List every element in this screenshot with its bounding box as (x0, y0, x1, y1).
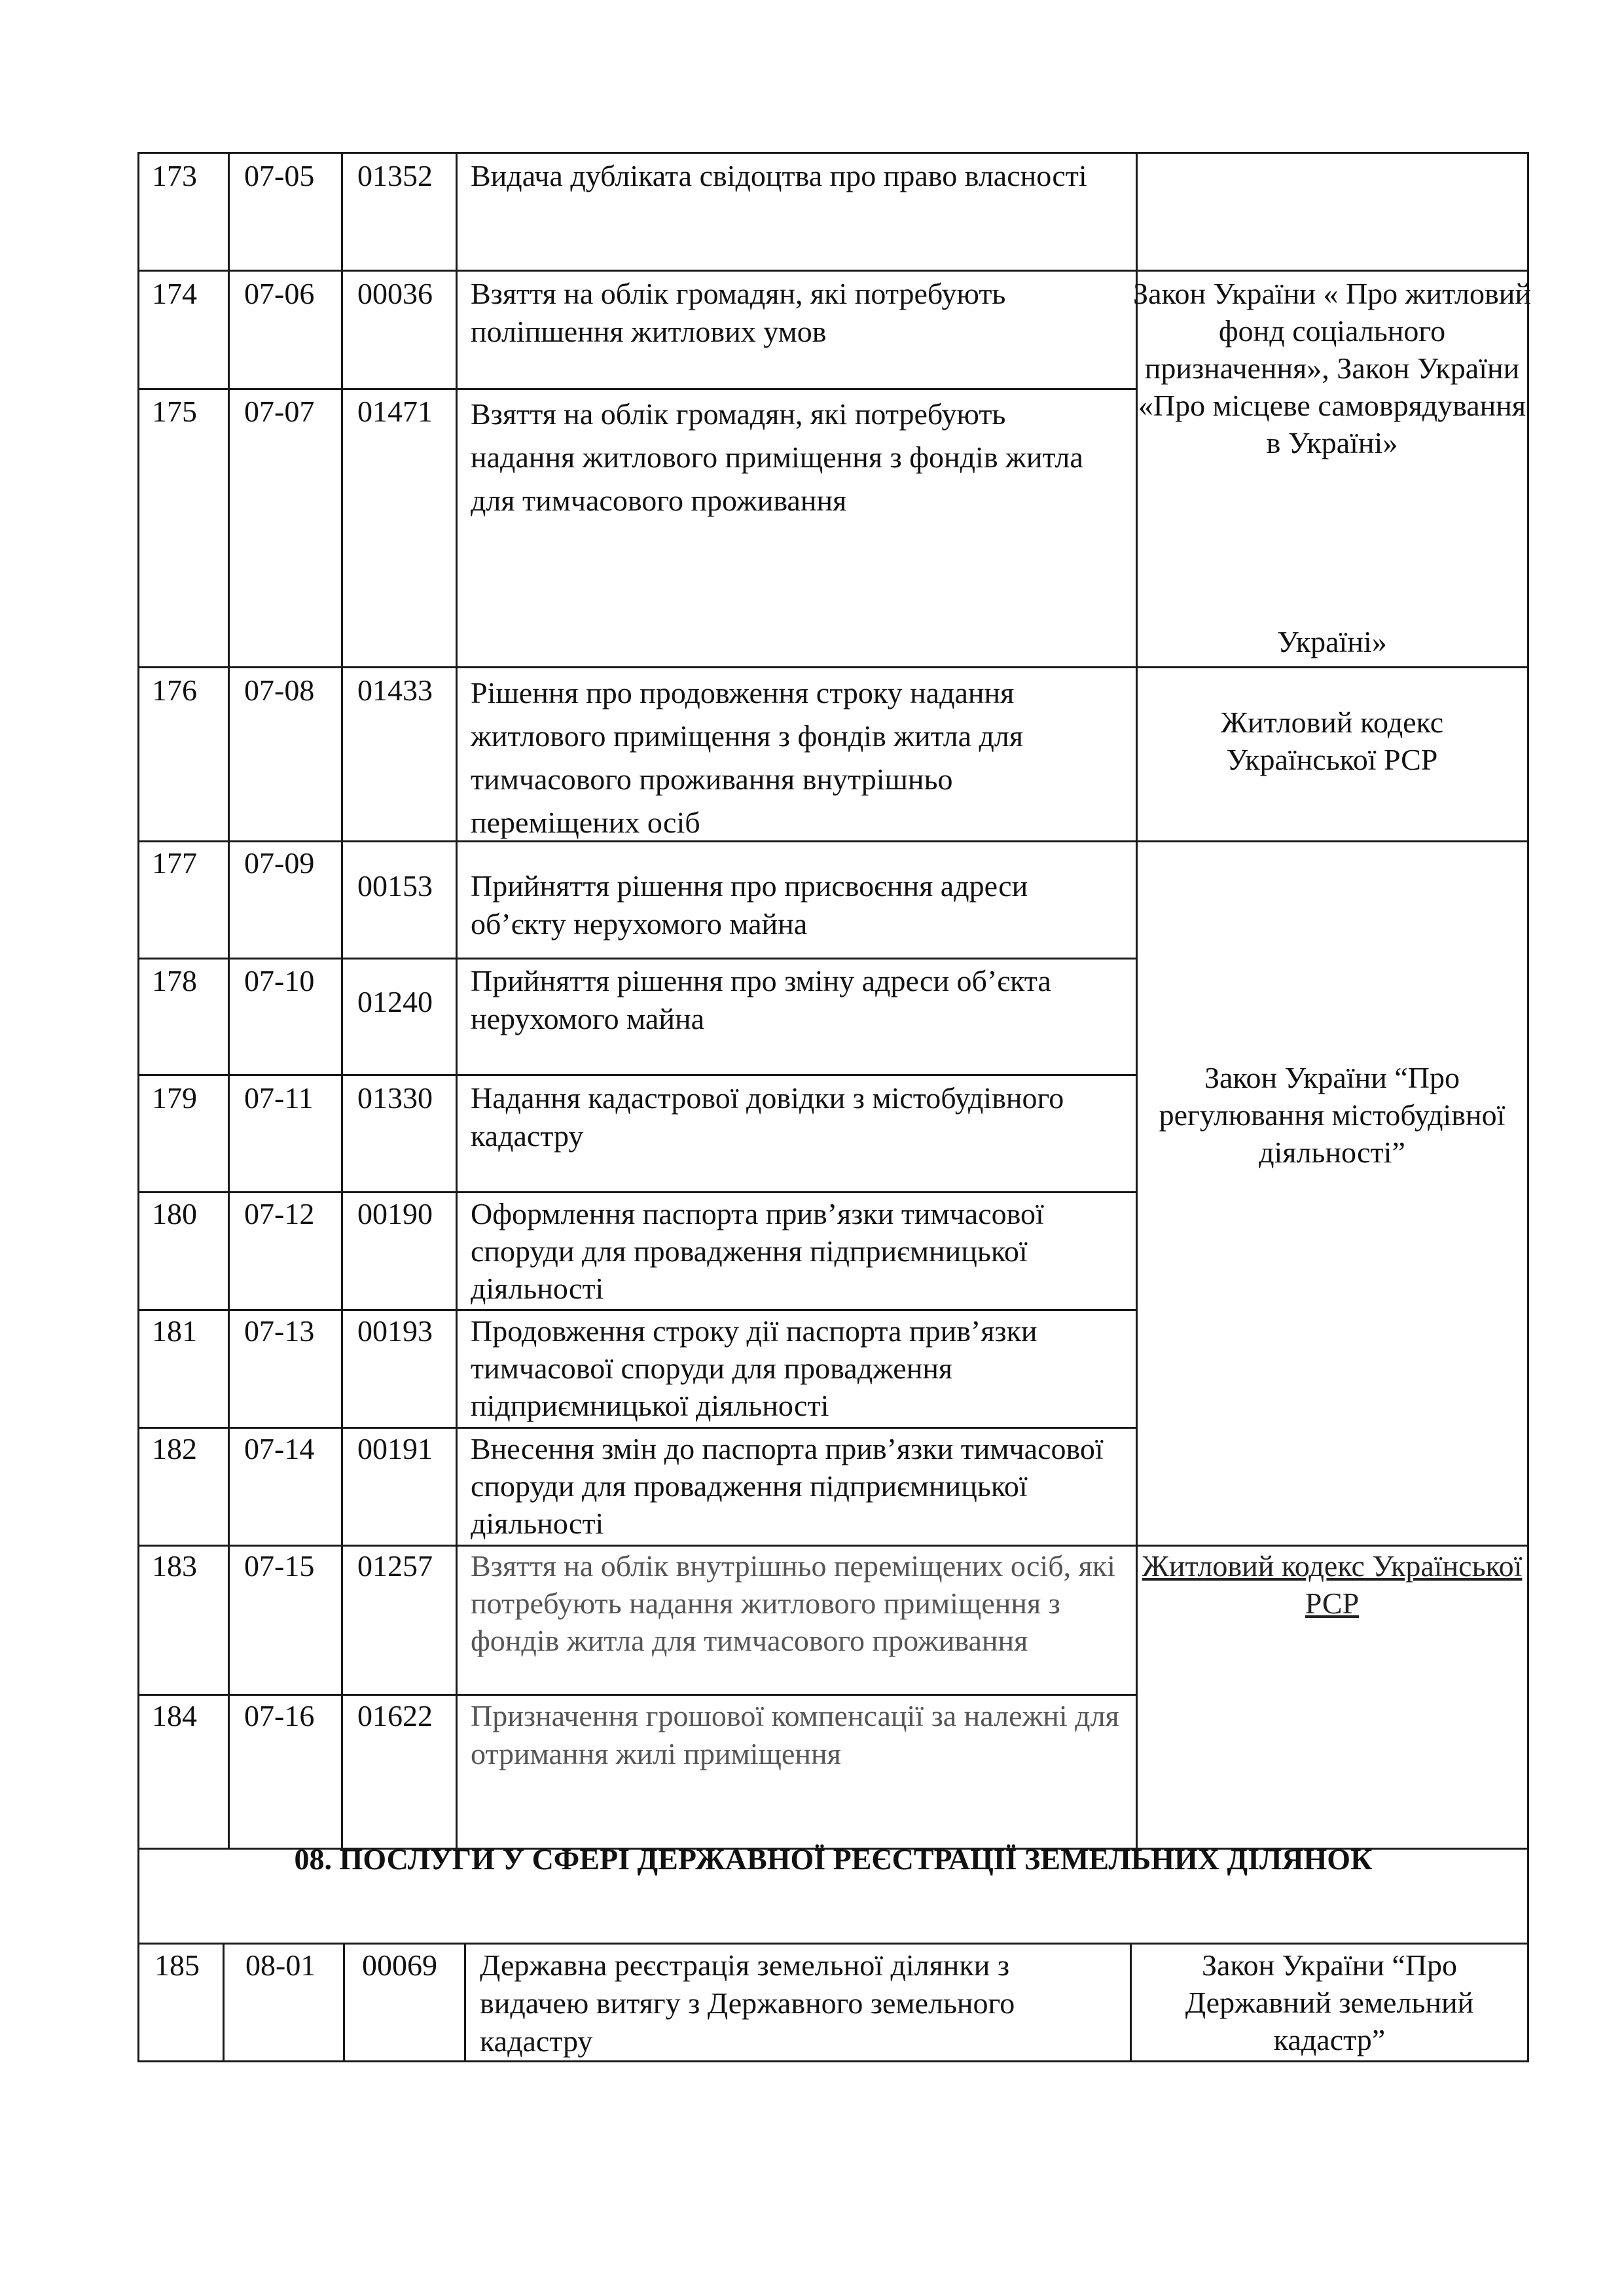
service-description: Державна реєстрація земельної ділянки з видачею витягу з Державного земельного кадастру (480, 1948, 1015, 2058)
service-code: 07-06 (244, 277, 315, 310)
service-description: Взяття на облік громадян, які потребують поліпшення житлових умов (471, 277, 1006, 348)
column-divider (137, 1943, 139, 2062)
service-id: 01240 (357, 985, 433, 1018)
service-description: Надання кадастрової довідки з містобудівного кадастру (471, 1081, 1064, 1153)
legal-basis: Закон України “Про регулювання містобудівної діяльності” (1159, 1061, 1506, 1169)
section-heading: 08. ПОСЛУГИ У СФЕРІ ДЕРЖАВНОЇ РЕЄСТРАЦІЇ ЗЕМЕЛЬНИХ ДІЛЯНОК (294, 1842, 1373, 1876)
service-description: Прийняття рішення про присвоєння адреси об’єкту нерухомого майна (471, 869, 1028, 941)
row-divider (137, 270, 1529, 272)
column-divider (228, 152, 230, 1850)
row-number: 179 (152, 1081, 197, 1115)
row-divider (137, 1074, 1136, 1076)
service-code: 07-09 (244, 846, 315, 880)
row-number: 177 (152, 846, 197, 880)
row-number: 175 (152, 395, 197, 428)
service-id: 01471 (357, 395, 433, 428)
row-divider (137, 1191, 1136, 1193)
service-id: 01330 (357, 1081, 433, 1115)
service-code: 07-05 (244, 159, 315, 192)
row-divider (137, 1427, 1136, 1429)
row-divider (137, 958, 1136, 960)
service-description: Взяття на облік внутрішньо переміщених осіб, які потребують надання житлового приміщення з фондів житла для тимчасового проживання (471, 1549, 1115, 1657)
column-divider (341, 152, 343, 1850)
row-divider (137, 388, 1136, 390)
service-id: 00069 (362, 1948, 437, 1982)
row-divider (137, 1694, 1136, 1696)
service-id: 00193 (357, 1314, 433, 1348)
row-divider (137, 1545, 1529, 1547)
service-code: 07-13 (244, 1314, 315, 1348)
row-divider (137, 666, 1529, 668)
service-code: 07-08 (244, 673, 315, 707)
row-number: 184 (152, 1699, 197, 1732)
service-id: 00153 (357, 869, 433, 903)
service-id: 01352 (357, 159, 433, 192)
column-divider (343, 1943, 345, 2062)
service-description: Призначення грошової компенсації за належні для отримання жилі приміщення (471, 1699, 1119, 1770)
service-code: 07-16 (244, 1699, 315, 1732)
service-description: Продовження строку дії паспорта прив’язки тимчасової споруди для провадження підприємницької діяльності (471, 1314, 1038, 1422)
service-code: 07-14 (244, 1432, 315, 1465)
service-code: 08-01 (245, 1948, 316, 1982)
row-number: 178 (152, 964, 197, 997)
service-code: 07-15 (244, 1549, 315, 1583)
service-id: 00190 (357, 1197, 433, 1230)
legal-basis-fragment: Україні» (1277, 625, 1387, 658)
column-divider (464, 1943, 466, 2062)
row-number: 181 (152, 1314, 197, 1348)
column-divider (456, 152, 458, 1850)
row-number: 173 (152, 159, 197, 192)
row-divider (137, 1309, 1136, 1311)
row-number: 180 (152, 1197, 197, 1230)
service-id: 01622 (357, 1699, 433, 1732)
service-id: 01433 (357, 673, 433, 707)
row-number: 176 (152, 673, 197, 707)
column-divider (223, 1943, 225, 2062)
service-description: Оформлення паспорта прив’язки тимчасової споруди для провадження підприємницької діяльності (471, 1197, 1044, 1305)
service-description: Внесення змін до паспорта прив’язки тимчасової споруди для провадження підприємницької діяльності (471, 1432, 1104, 1540)
legal-basis: Закон України “Про Державний земельний кадастр” (1185, 1948, 1474, 2056)
row-divider (137, 2060, 1529, 2062)
legal-basis-link[interactable]: Житловий кодекс Української РСР (1142, 1549, 1523, 1620)
service-id: 00191 (357, 1432, 433, 1465)
service-description: Прийняття рішення про зміну адреси об’єкта нерухомого майна (471, 964, 1051, 1035)
legal-basis: Закон України « Про житловий фонд соціального призначення», Закон України «Про місцеве самоврядування в Україні» (1133, 277, 1531, 459)
service-description: Видача дубліката свідоцтва про право власності (471, 159, 1087, 192)
column-divider (137, 152, 139, 1850)
service-code: 07-12 (244, 1197, 315, 1230)
row-divider (137, 152, 1529, 154)
service-id: 01257 (357, 1549, 433, 1583)
row-number: 174 (152, 277, 197, 310)
service-description: Рішення про продовження строку надання житлового приміщення з фондів житла для тимчасового проживання внутрішньо переміщених осіб (471, 676, 1024, 839)
legal-basis: Житловий кодекс Української РСР (1220, 706, 1444, 776)
service-code: 07-07 (244, 395, 315, 428)
row-number: 185 (154, 1948, 200, 1982)
service-description: Взяття на облік громадян, які потребують надання житлового приміщення з фондів житла для тимчасового проживання (471, 397, 1083, 517)
row-divider (137, 1943, 1529, 1945)
service-code: 07-10 (244, 964, 315, 997)
service-id: 00036 (357, 277, 433, 310)
service-code: 07-11 (244, 1081, 314, 1115)
row-number: 182 (152, 1432, 197, 1465)
row-number: 183 (152, 1549, 197, 1583)
